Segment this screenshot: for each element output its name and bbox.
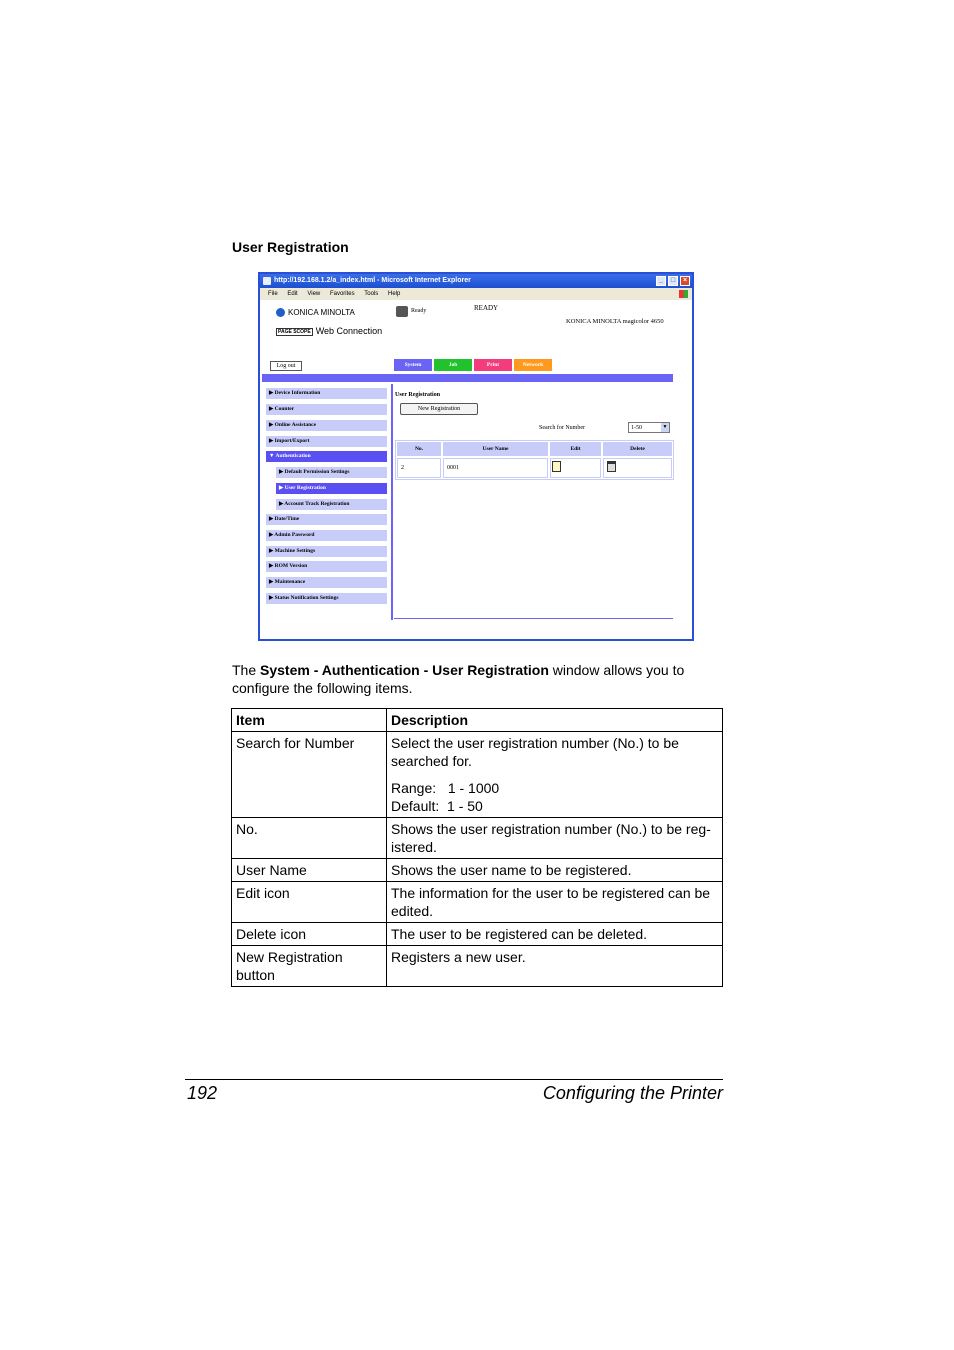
status-small: Ready	[411, 308, 427, 314]
konica-minolta-logo-icon	[276, 308, 285, 317]
nav-account-track-registration[interactable]: ▶ Account Track Registration	[276, 499, 387, 510]
table-header-row	[232, 709, 723, 732]
page-number: 192	[187, 1083, 218, 1103]
row-description: Shows the user registration number (No.) to be reg-istered.	[387, 818, 723, 859]
minimize-icon[interactable]: _	[656, 276, 666, 286]
brand-logo	[276, 308, 355, 317]
section-title: User Registration	[232, 239, 349, 255]
logout-button[interactable]: Log out	[270, 361, 302, 371]
menu-tools[interactable]: Tools	[364, 291, 379, 297]
row-item: Search for Number	[232, 732, 387, 818]
window-path: System - Authentication - User Registration	[260, 662, 549, 678]
grid-cell-no: 2	[397, 458, 441, 478]
menu-favorites[interactable]: Favorites	[329, 291, 355, 297]
search-for-number-label: Search for Number	[539, 425, 585, 431]
nav-admin-password[interactable]: ▶ Admin Password	[266, 530, 387, 541]
row-description: Shows the user name to be registered.	[387, 859, 723, 882]
grid-header-no: No.	[397, 442, 441, 456]
row-item: New Registration button	[232, 946, 387, 987]
product-logo	[276, 326, 382, 336]
menu-file[interactable]: File	[268, 291, 278, 297]
menu-edit[interactable]: Edit	[287, 291, 298, 297]
menu-view[interactable]: View	[307, 291, 321, 297]
web-connection-screenshot	[258, 272, 694, 641]
header-item: Item	[232, 709, 387, 732]
nav-status-notification-settings[interactable]: ▶ Status Notification Settings	[266, 593, 387, 604]
tab-network[interactable]: Network	[514, 359, 552, 371]
pagescope-badge: PAGE SCOPE	[278, 328, 311, 335]
nav-machine-settings[interactable]: ▶ Machine Settings	[266, 546, 387, 557]
edit-icon[interactable]	[552, 461, 561, 472]
nav-rom-version[interactable]: ▶ ROM Version	[266, 561, 387, 572]
table-row	[232, 882, 723, 923]
ie-icon	[263, 277, 271, 285]
maximize-icon[interactable]: □	[668, 276, 678, 286]
status-text: READY	[474, 304, 499, 312]
table-row	[232, 859, 723, 882]
grid-header-user-name: User Name	[443, 442, 548, 456]
menu-bar	[260, 288, 692, 300]
row-description: Registers a new user.	[387, 946, 723, 987]
nav-default-permission-settings[interactable]: ▶ Default Permission Settings	[276, 467, 387, 478]
printer-status-icon	[396, 306, 408, 317]
nav-divider	[391, 384, 393, 620]
content-bottom-rule	[394, 618, 673, 619]
product-name: Web Connection	[315, 326, 383, 336]
header-bar	[262, 374, 673, 382]
menu-help[interactable]: Help	[387, 291, 401, 297]
grid-header-edit: Edit	[550, 442, 601, 456]
row-description: The information for the user to be registered can be edited.	[387, 882, 723, 923]
tab-print[interactable]: Print	[474, 359, 512, 371]
row-description: Select the user registration number (No.) to be searched for. Range: 1 - 1000 Default: 1 - 50	[387, 732, 723, 818]
close-icon[interactable]: ×	[680, 276, 690, 286]
table-row	[232, 818, 723, 859]
nav-counter[interactable]: ▶ Counter	[266, 404, 387, 415]
chevron-down-icon: ▼	[662, 425, 668, 430]
description-table	[231, 708, 723, 987]
nav-device-information[interactable]: ▶ Device Information	[266, 388, 387, 399]
nav-online-assistance[interactable]: ▶ Online Assistance	[266, 420, 387, 431]
nav-user-registration[interactable]: ▶ User Registration	[276, 483, 387, 494]
row-item: Delete icon	[232, 923, 387, 946]
tab-job[interactable]: Job	[434, 359, 472, 371]
footer-rule	[185, 1079, 723, 1080]
tab-system[interactable]: System	[394, 359, 432, 371]
nav-date-time[interactable]: ▶ Date/Time	[266, 514, 387, 525]
brand-name: KONICA MINOLTA	[288, 308, 355, 317]
row-description: The user to be registered can be deleted.	[387, 923, 723, 946]
table-row	[232, 923, 723, 946]
search-for-number-select[interactable]	[628, 422, 670, 433]
new-registration-button[interactable]: New Registration	[400, 403, 478, 415]
row-item: Edit icon	[232, 882, 387, 923]
main-title: User Registration	[395, 392, 441, 398]
table-row	[232, 946, 723, 987]
windows-logo-icon	[679, 290, 688, 298]
delete-icon[interactable]	[607, 461, 616, 472]
printer-model: KONICA MINOLTA magicolor 4650	[566, 318, 664, 325]
window-title: http://192.168.1.2/a_index.html - Microsoft Internet Explorer	[274, 277, 471, 284]
row-item: No.	[232, 818, 387, 859]
nav-import-export[interactable]: ▶ Import/Export	[266, 436, 387, 447]
search-value: 1-50	[631, 425, 642, 431]
grid-cell-user-name: 0001	[443, 458, 548, 478]
grid-header-delete: Delete	[603, 442, 672, 456]
header-description: Description	[387, 709, 723, 732]
intro-paragraph: The System - Authentication - User Registration window allows you to configure the following items.	[232, 662, 685, 696]
chapter-title: Configuring the Printer	[542, 1083, 723, 1103]
nav-authentication[interactable]: ▼ Authentication	[266, 451, 387, 462]
table-row	[232, 732, 723, 818]
nav-maintenance[interactable]: ▶ Maintenance	[266, 577, 387, 588]
window-titlebar	[260, 274, 692, 288]
row-item: User Name	[232, 859, 387, 882]
